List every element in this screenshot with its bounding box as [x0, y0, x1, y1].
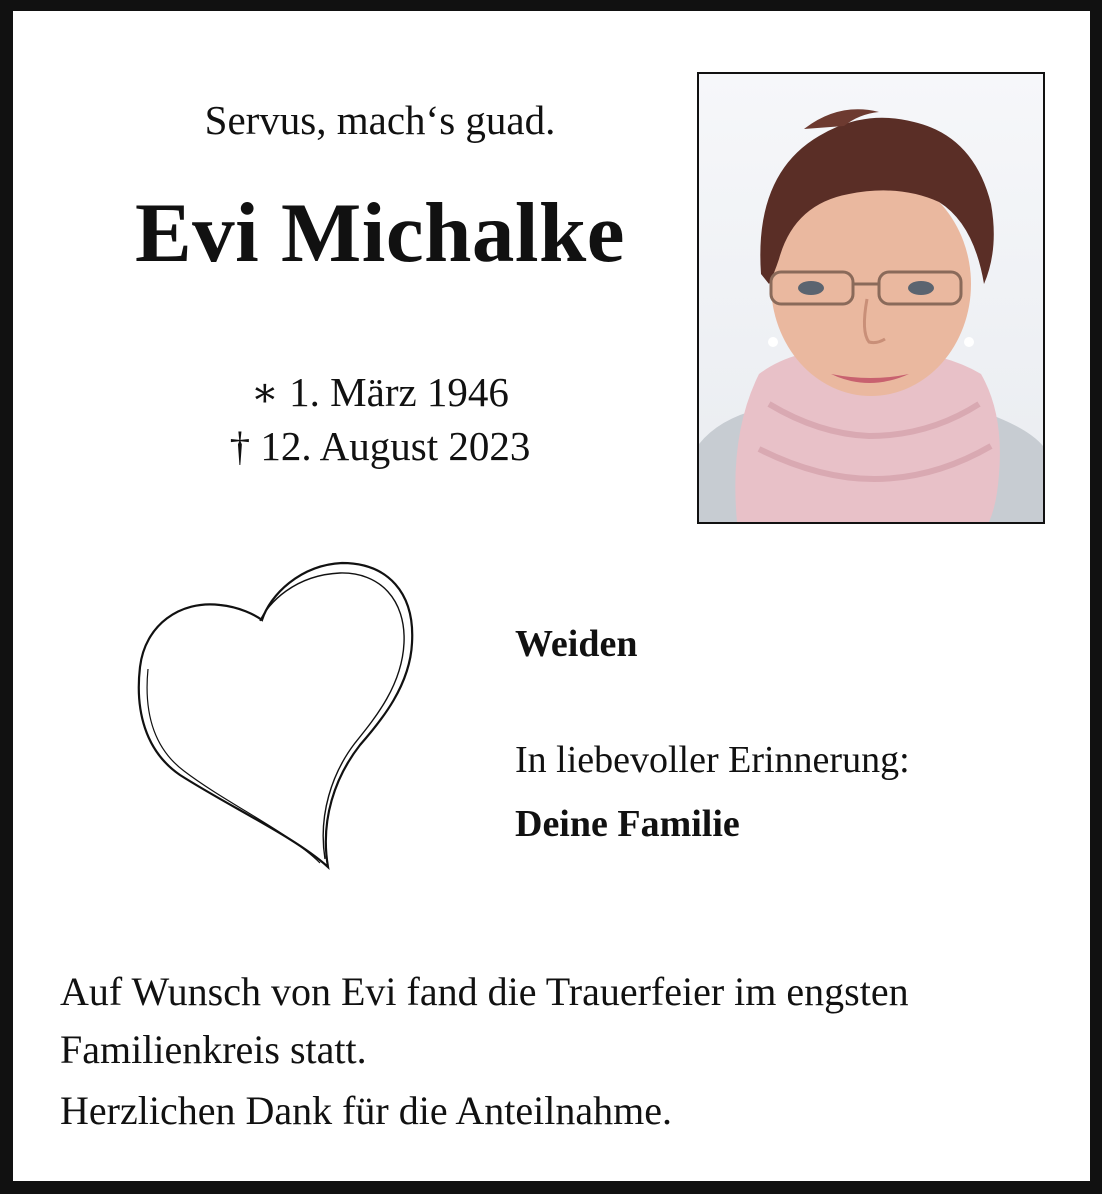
death-date: 12. August 2023: [260, 423, 531, 469]
portrait-photo: [697, 72, 1045, 524]
thanks-line: Herzlichen Dank für die Anteilnahme.: [60, 1088, 672, 1133]
memory-line: In liebevoller Erinnerung:: [515, 739, 910, 781]
funeral-note: Auf Wunsch von Evi fand die Trauerfeier im engsten Familienkreis statt.: [60, 969, 909, 1072]
birth-symbol: ∗: [251, 369, 279, 415]
city-name: Weiden: [515, 623, 638, 665]
birth-date: 1. März 1946: [289, 369, 509, 415]
birth-date-line: [110, 365, 650, 419]
family-signature: Deine Familie: [515, 803, 740, 845]
heart-outline-icon: [120, 545, 430, 885]
deceased-name: Evi Michalke: [134, 186, 626, 280]
death-symbol: †: [229, 423, 251, 469]
life-dates: [110, 365, 650, 473]
death-date-line: [110, 419, 650, 473]
motto-line: Servus, mach‘s guad.: [204, 97, 556, 143]
portrait-illustration: [699, 74, 1043, 522]
